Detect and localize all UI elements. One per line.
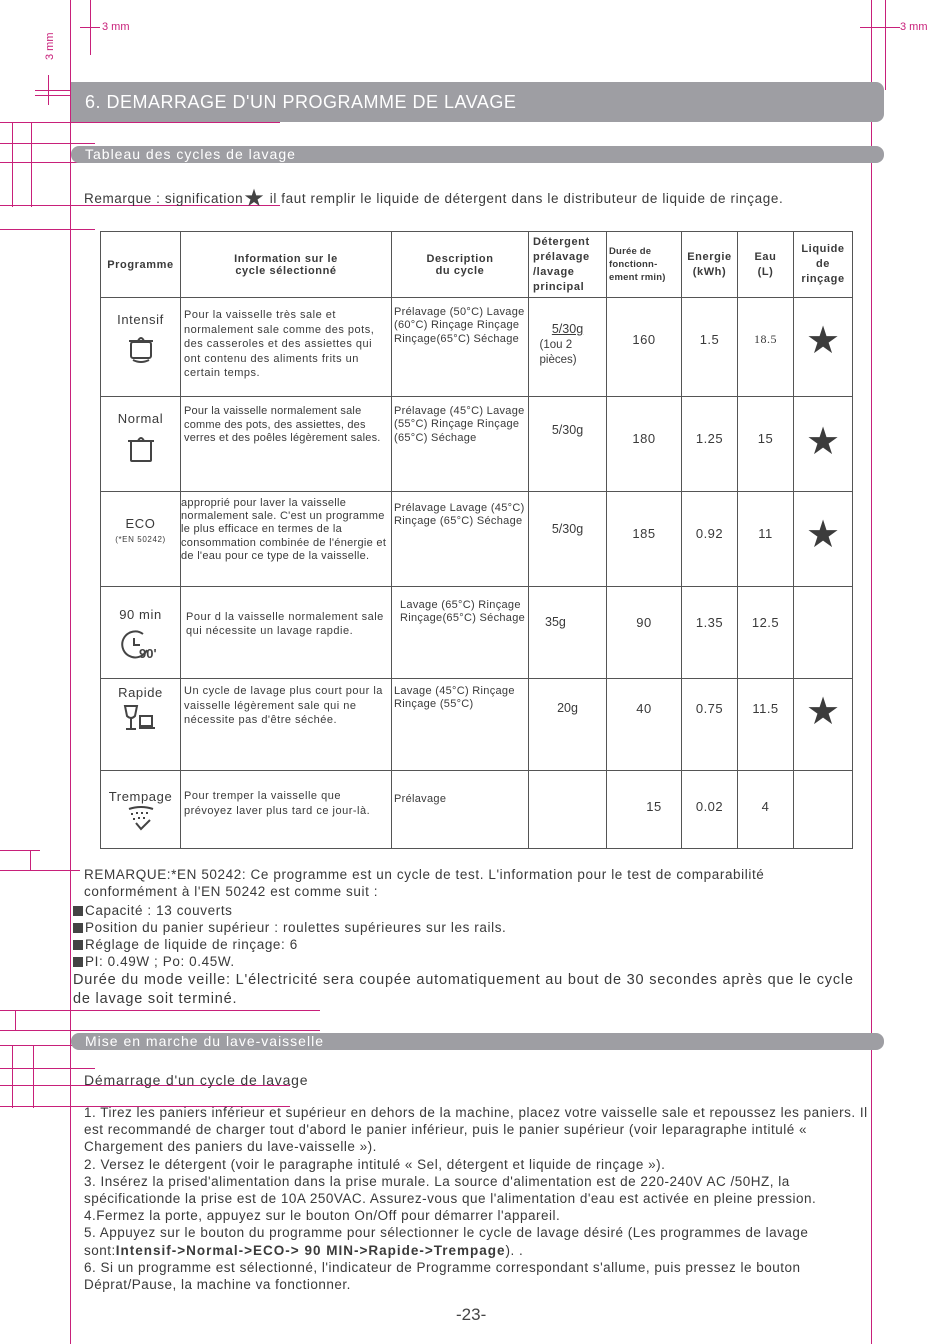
programme-cell [101,492,181,587]
header-programme: Programme [101,232,181,298]
duree-value: 160 [632,332,656,347]
detergent-cell [529,587,607,679]
energie-cell [682,298,738,397]
star-note-prefix: Remarque : signification [84,191,244,206]
step-text: ). . [505,1242,524,1258]
description-text: Prélavage Lavage (45°C) Rinçage (65°C) Séchage [394,502,525,528]
info-text: approprié pour laver la vaisselle normalement sale. C'est un programme le plus efficace en termes de la consommation combinée de l'énergie et de l'eau pour ce type de la vaisselle. [181,497,387,562]
energie-value: 0.75 [695,701,724,716]
detergent-amount: 5/30g [551,322,584,336]
crop-tick [33,1045,34,1108]
description-cell [392,397,529,492]
eau-cell [738,679,794,771]
header-liquide-text: Liquide de rinçage [801,243,845,285]
header-energie [682,232,738,298]
glass-icon [121,704,161,732]
duree-value: 180 [632,431,656,446]
crop-tick [0,1010,320,1011]
square-bullet-icon [73,940,83,950]
programme-name: ECO [125,516,156,531]
table-row [101,771,853,849]
header-energie-text: Energie (kWh) [687,250,732,278]
description-text: Lavage (45°C) Rinçage Rinçage (55°C) [394,685,515,711]
description-cell [392,679,529,771]
crop-tick [0,850,40,851]
step-item: 6. Si un programme est sélectionné, l'indicateur de Programme correspondant s'allume, puis pressez le bouton Déprat/Pause, la machine va fonctionner. [84,1259,801,1293]
energie-value: 1.25 [695,431,724,446]
shower-icon [126,806,156,832]
crop-tick [0,229,95,230]
detergent-amount: 20g [557,701,578,715]
eau-value: 11 [758,526,773,541]
info-cell [181,771,392,849]
detergent-cell [529,298,607,397]
energie-value: 1.35 [695,615,724,630]
info-text: Pour d la vaisselle normalement sale qui nécessite un lavage rapdie. [186,611,384,637]
table-row [101,298,853,397]
crop-tick [0,143,95,144]
header-detergent-text: Détergent prélavage /lavage principal [533,235,590,293]
description-cell [392,771,529,849]
liquide-cell [794,587,853,679]
description-cell [392,298,529,397]
info-cell [181,587,392,679]
step-item: 3. Insérez la prised'alimentation dans la prise murale. La source d'alimentation est de 220-240V AC /50HZ, la spécificationde la prise est de 10A 250VAC. Assurez-vous que l'alimentation d'eau est activée en pleine pression. [84,1173,817,1207]
detergent-cell [529,492,607,587]
star-note-suffix: il faut remplir le liquide de détergent dans le distributeur de liquide de rinçage. [269,191,784,206]
crop-line-left [70,0,71,1344]
remarque-line: conformément à l'EN 50242 est comme suit : [84,884,379,899]
description-text: Prélavage (45°C) Lavage (55°C) Rinçage Rinçage (65°C) Séchage [394,405,525,444]
detergent-cell [529,771,607,849]
crop-tick [0,1030,320,1031]
list-item [73,902,233,919]
eau-value: 11.5 [752,701,779,716]
list-item [73,953,235,970]
liquide-cell [794,397,853,492]
programme-cell [101,587,181,679]
header-info [181,232,392,298]
svg-text:90': 90' [138,646,157,661]
description-cell [392,587,529,679]
energie-value: 0.02 [695,799,724,814]
liquide-cell [794,492,853,587]
list-item [73,936,298,953]
table-row [101,397,853,492]
liquide-cell [794,298,853,397]
table-section-title: Tableau des cycles de lavage [85,146,296,162]
list-item-text: Réglage de liquide de rinçage: 6 [85,937,298,952]
step-item [84,1224,874,1258]
programme-name: Normal [117,411,164,426]
detergent-amount: 5/30g [551,423,584,437]
info-text: Pour la vaisselle très sale et normalement sale comme des pots, des casseroles et des assiettes qui ont contenu des aliments frits un certain temps. [184,309,375,379]
demarrage-subtitle: Démarrage d'un cycle de lavage [84,1072,309,1088]
duree-cell [607,492,682,587]
star-icon: ★ [805,691,841,733]
star-icon: ★ [805,514,841,556]
liquide-cell [794,679,853,771]
programme-name: Rapide [118,685,163,700]
list-item-text: Position du panier supérieur : roulettes supérieures sur les rails. [85,920,507,935]
remarque-line: REMARQUE:*EN 50242: Ce programme est un cycle de test. L'information pour le test de comparabilité [84,867,765,882]
crop-tick [12,1045,13,1108]
table-section-banner [71,146,884,163]
detergent-note: (1ou 2 pièces) [539,339,577,366]
description-cell [392,492,529,587]
description-text: Lavage (65°C) Rinçage Rinçage(65°C) Séchage [400,599,526,625]
remarque-block [84,866,884,900]
programme-name: Intensif [117,312,164,327]
duree-cell [607,679,682,771]
description-text: Prélavage (50°C) Lavage (60°C) Rinçage Rinçage Rinçage(65°C) Séchage [394,306,525,345]
step-text: 5. Appuyez sur le bouton du programme pour sélectionner le cycle de lavage désiré (Les programmes de lavage sont: [84,1225,809,1258]
star-icon: ★ [805,320,841,362]
energie-cell [682,492,738,587]
programme-cell [101,771,181,849]
table-row [101,679,853,771]
duree-cell [607,298,682,397]
header-duree [607,232,682,298]
eau-cell [738,771,794,849]
eau-cell [738,298,794,397]
crop-tick [80,27,100,28]
info-text: Pour la vaisselle normalement sale comme des pots, des assiettes, des verres et des poêles légèrement sales. [184,405,381,444]
energie-cell [682,771,738,849]
duree-value: 185 [632,526,656,541]
programme-name: 90 min [119,607,162,622]
info-cell [181,492,392,587]
detergent-value [529,298,606,336]
crop-tick [0,1068,95,1069]
step-item: 2. Versez le détergent (voir le paragraphe intitulé « Sel, détergent et liquide de rinçage »). [84,1156,666,1172]
square-bullet-icon [73,923,83,933]
programme-subname: (*EN 50242) [115,535,166,544]
crop-tick [0,870,80,871]
crop-tick [15,1010,16,1030]
star-icon: ★ [243,185,266,212]
detergent-cell [529,397,607,492]
pan-icon [124,432,158,464]
star-note [84,187,783,211]
clock-90-icon [119,628,163,662]
info-cell [181,397,392,492]
header-description [392,232,529,298]
energie-value: 1.5 [699,332,720,347]
list-item-text: PI: 0.49W ; Po: 0.45W. [85,954,235,969]
margin-mark-label: 3 mm [44,32,56,60]
header-info-text: Information sur le cycle sélectionné [234,252,338,277]
program-sequence: Intensif->Normal->ECO-> 90 MIN->Rapide->Trempage [115,1242,506,1258]
energie-cell [682,397,738,492]
header-detergent [529,232,607,298]
list-item [73,919,506,936]
section-title: 6. DEMARRAGE D'UN PROGRAMME DE LAVAGE [85,92,517,112]
square-bullet-icon [73,957,83,967]
liquide-cell [794,771,853,849]
energie-value: 0.92 [695,526,724,541]
energie-cell [682,587,738,679]
step-item: 4.Fermez la porte, appuyez sur le bouton On/Off pour démarrer l'appareil. [84,1208,561,1224]
crop-tick [12,122,13,207]
margin-mark-label: 3 mm [900,21,928,33]
programme-name: Trempage [108,789,173,804]
eau-value: 12.5 [751,615,780,630]
page-number: -23- [456,1305,487,1324]
pot-icon [124,333,158,365]
crop-tick [0,122,280,123]
crop-tick [48,75,49,105]
programme-cell [101,397,181,492]
steps-list [84,1104,874,1293]
duree-cell [607,397,682,492]
eau-cell [738,397,794,492]
eau-value: 4 [761,799,770,814]
programme-cell [101,298,181,397]
duree-value: 40 [636,701,652,716]
detergent-amount: 5/30g [551,522,584,536]
header-duree-text: Durée de fonctionn- ement rmin) [609,246,666,283]
info-text: Pour tremper la vaisselle que prévoyez laver plus tard ce jour-là. [184,790,371,817]
crop-line-right-inner [885,0,886,90]
table-row [101,587,853,679]
description-text: Prélavage [394,793,447,805]
eau-value: 18.5 [754,332,777,346]
star-icon: ★ [805,421,841,463]
table-header-row [101,232,853,298]
crop-tick [30,850,31,870]
duree-cell [607,587,682,679]
detergent-amount: 35g [545,615,566,629]
margin-mark-label: 3 mm [102,21,130,33]
info-text: Un cycle de lavage plus court pour la vaisselle légèrement sale qui ne nécessite pas d'être séchée. [184,685,383,726]
programme-cell [101,679,181,771]
veille-note: Durée du mode veille: L'électricité sera coupée automatiquement au bout de 30 secondes après que le cycle de lavage soit terminé. [73,972,854,1007]
header-liquide [794,232,853,298]
header-description-text: Description du cycle [426,252,494,277]
table-row [101,492,853,587]
header-eau [738,232,794,298]
info-cell [181,298,392,397]
duree-value: 15 [646,799,662,814]
info-cell [181,679,392,771]
square-bullet-icon [73,906,83,916]
duree-value: 90 [636,615,652,630]
crop-tick [31,122,32,207]
crop-tick [860,27,900,28]
section-title-banner [71,82,884,122]
header-eau-text: Eau (L) [754,250,777,278]
eau-value: 15 [757,431,774,446]
mise-en-marche-banner [71,1033,884,1050]
eau-cell [738,587,794,679]
detergent-cell [529,679,607,771]
step-item: 1. Tirez les paniers inférieur et supérieur en dehors de la machine, placez votre vaisselle sale et repoussez les paniers. Il est recommandé de charger tout d'abord le panier inférieur, puis le panier supérieur (voir leparagraphe intitulé « Chargement des paniers du lave-vaisselle »). [84,1105,868,1155]
energie-cell [682,679,738,771]
cycles-table [100,231,853,849]
mise-en-marche-title: Mise en marche du lave-vaisselle [85,1033,324,1049]
eau-cell [738,492,794,587]
duree-cell [607,771,682,849]
list-item-text: Capacité : 13 couverts [85,903,233,918]
